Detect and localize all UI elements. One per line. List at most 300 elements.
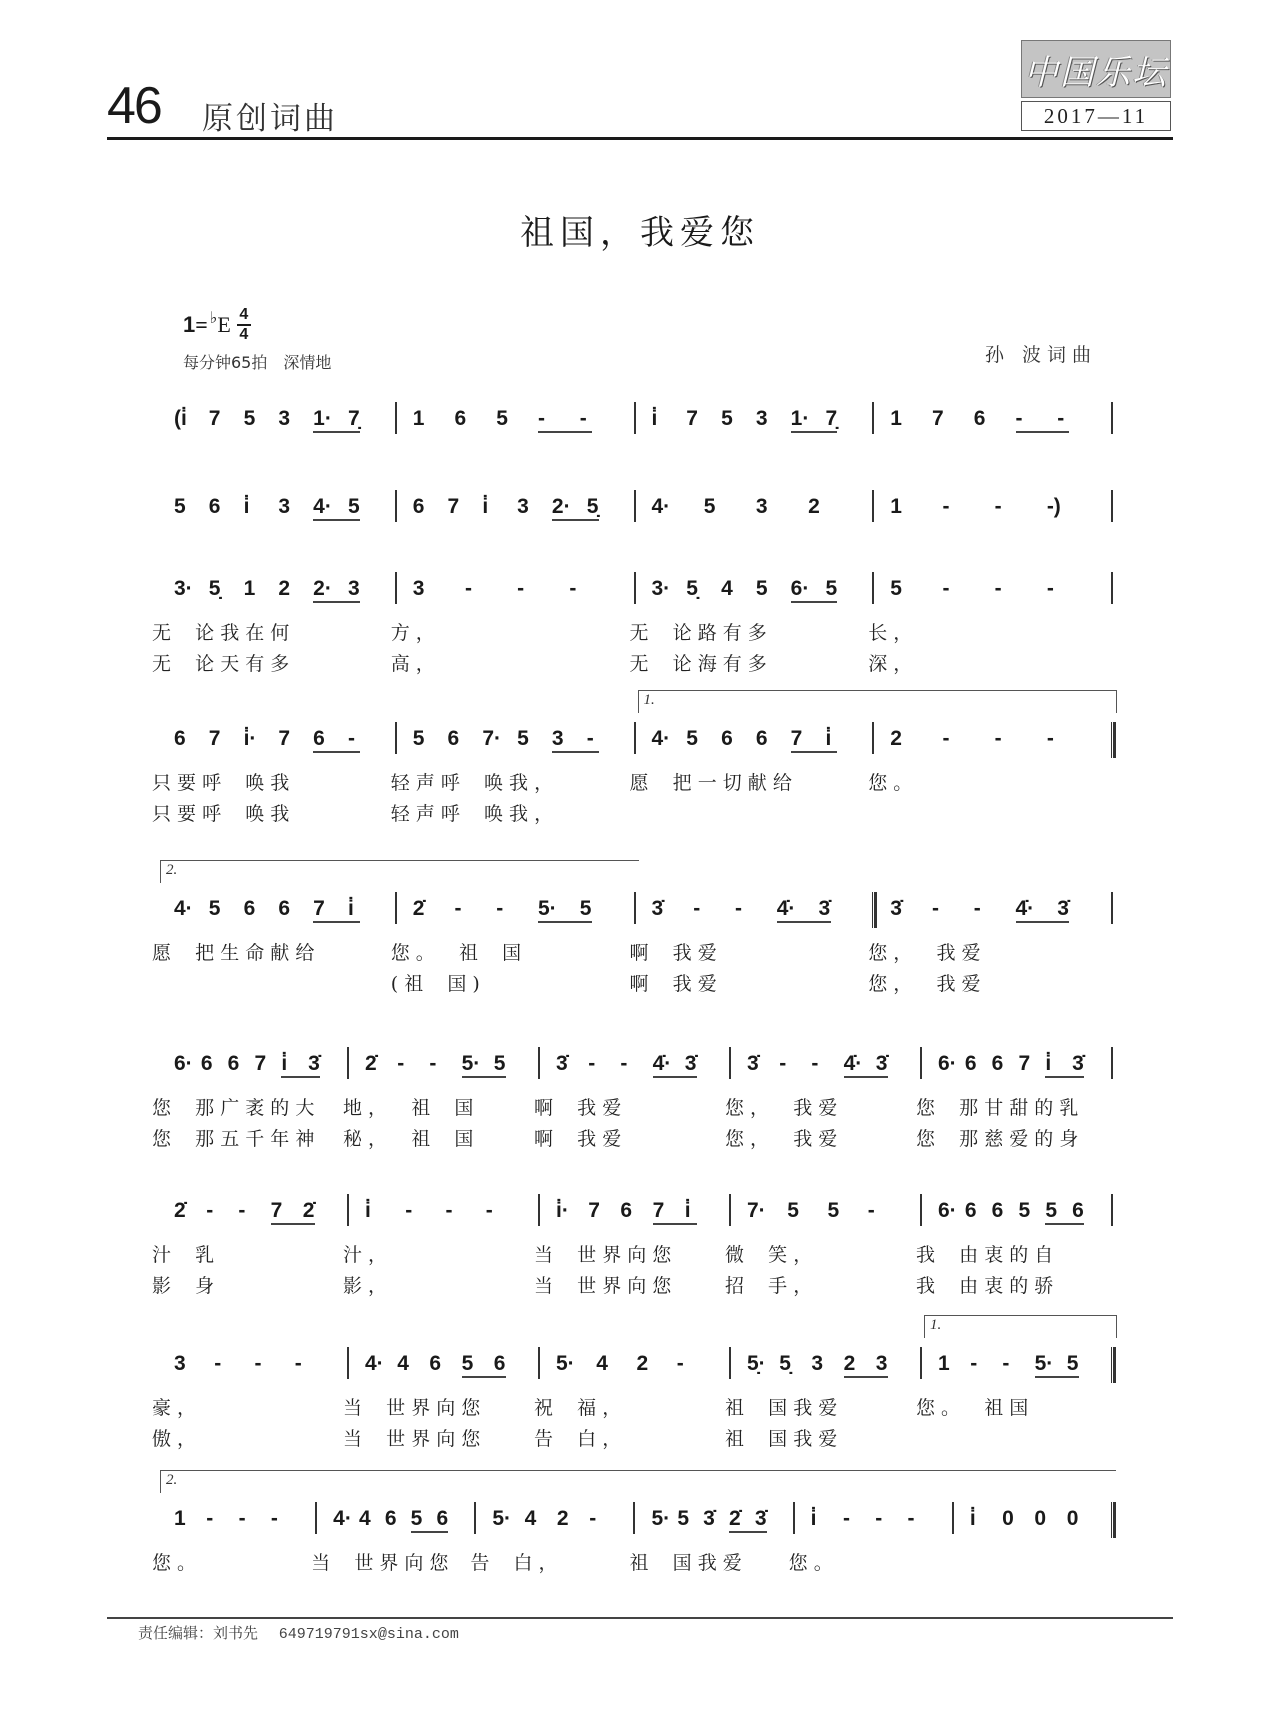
note: i̇ — [810, 1507, 817, 1530]
note: i̇ — [347, 897, 354, 920]
lyric-verse-1: 告 白 ， — [470, 1552, 558, 1574]
note: 5 — [461, 1352, 474, 1375]
note: 5 — [1066, 1352, 1079, 1375]
beam-line — [844, 1076, 888, 1078]
magazine-logo: 中国乐坛 — [1021, 40, 1171, 98]
lyric-verse-1: 祝 福 ， — [534, 1397, 622, 1419]
notes-line — [160, 1345, 1120, 1385]
dash-extension: - — [347, 727, 355, 750]
note: 3 — [174, 1352, 186, 1375]
lyric-verse-2: 深 ， — [868, 653, 913, 675]
note: 5 — [1018, 1199, 1031, 1222]
note: 1 — [890, 495, 902, 518]
note: 2· — [551, 495, 571, 518]
beam-line — [313, 431, 360, 433]
note: 6 — [973, 407, 986, 430]
note: 6 — [964, 1052, 977, 1075]
note: 5 — [827, 1199, 840, 1222]
notes-line — [160, 400, 1120, 440]
lyric-verse-1: 祖 国 我 爱 — [725, 1397, 838, 1419]
editor-credit: 责任编辑：刘书先 — [138, 1624, 259, 1642]
note: 3 — [412, 577, 425, 600]
note: 3 — [755, 407, 768, 430]
note: 5 — [677, 1507, 690, 1530]
note: 0 — [1066, 1507, 1079, 1530]
note: 1· — [313, 407, 332, 430]
editor-email: 649719791sx@sina.com — [278, 1626, 459, 1643]
barline — [872, 490, 874, 522]
lyric-verse-2: 影 ， — [343, 1275, 388, 1297]
lyric-verse-2: 无 论 海 有 多 — [629, 653, 767, 675]
note: 5 — [243, 407, 256, 430]
note: 5 — [579, 897, 592, 920]
measure — [876, 890, 1115, 930]
double-barline — [1111, 1502, 1116, 1538]
lyric-verse-1: 当 世 界 向 您 — [311, 1552, 449, 1574]
lyric-verse-1: 地 ， 祖 国 — [343, 1097, 474, 1119]
barline — [347, 1347, 349, 1379]
barline — [633, 1502, 635, 1534]
measure — [876, 488, 1115, 528]
lyric-verse-1: 愿 把 生 命 献 给 — [152, 942, 315, 964]
barline — [1111, 402, 1113, 434]
dash-extension: - — [942, 727, 950, 750]
measure — [876, 400, 1115, 440]
note: 2 — [556, 1507, 569, 1530]
dash-extension: - — [588, 1052, 596, 1075]
barline — [634, 490, 636, 522]
note: i̇· — [243, 727, 257, 750]
note: 6 — [721, 727, 733, 750]
dash-extension: - — [397, 1052, 405, 1075]
dash-extension: - — [942, 495, 950, 518]
note: 4 — [524, 1507, 537, 1530]
note: 3 — [811, 1352, 824, 1375]
note: 6 — [278, 897, 291, 920]
lyric-verse-1: 您 。 — [788, 1552, 833, 1574]
lyric-verse-2: 高 ， — [390, 653, 435, 675]
note: 3· — [174, 577, 193, 600]
note: 6 — [436, 1507, 449, 1530]
lyric-verse-1: 您 。 祖 国 — [390, 942, 522, 964]
measure — [160, 1345, 351, 1385]
header-divider — [107, 137, 1173, 140]
measure — [160, 1045, 351, 1085]
note: i̇ — [482, 495, 489, 518]
note: 2̇ — [365, 1052, 377, 1075]
measure — [399, 890, 638, 930]
notes-line — [160, 1500, 1120, 1540]
measure — [638, 488, 877, 528]
barline — [729, 1194, 731, 1226]
note: 6 — [313, 727, 325, 750]
dash-extension: - — [496, 897, 504, 920]
measure — [638, 570, 877, 610]
lyric-verse-2: 您 ， 我 爱 — [725, 1128, 838, 1150]
dash-extension: - — [620, 1052, 628, 1075]
note: 5· — [556, 1352, 575, 1375]
measure — [160, 1192, 351, 1232]
beam-line — [313, 921, 360, 923]
barline — [634, 892, 636, 924]
notes-line — [160, 570, 1120, 610]
dash-extension: - — [942, 577, 950, 600]
score-row — [152, 1472, 1120, 1574]
note: 5 — [174, 495, 186, 518]
note: 4 — [397, 1352, 409, 1375]
note: 7 — [652, 1199, 665, 1222]
dash-extension: - — [1002, 1352, 1010, 1375]
note: 3 — [278, 495, 291, 518]
barline — [1111, 572, 1113, 604]
note: 7 — [208, 727, 221, 750]
note: 2 — [808, 495, 820, 518]
dash-extension: - — [405, 1199, 413, 1222]
time-numerator: 4 — [239, 306, 249, 323]
dash-extension: - — [206, 1507, 214, 1530]
dash-extension: - — [1046, 577, 1054, 600]
measure — [876, 720, 1115, 760]
lyric-verse-1: 只 要 呼 唤 我 — [152, 772, 290, 794]
measure — [160, 1500, 319, 1540]
lyric-verse-2: 您 那 慈 爱 的 身 — [916, 1128, 1079, 1150]
note: 3̇ — [651, 897, 664, 920]
tempo-marking: 每分钟65拍 深情地 — [183, 353, 332, 372]
lyric-verse-1: 轻 声 呼 唤 我 ， — [390, 772, 554, 794]
barline — [347, 1194, 349, 1226]
volta-bracket — [638, 690, 1118, 713]
measure — [638, 400, 877, 440]
beam-line — [313, 601, 360, 603]
score-row — [152, 570, 1120, 675]
measure — [319, 1500, 478, 1540]
lyric-verse-1: 当 世 界 向 您 — [343, 1397, 481, 1419]
note: 3̇ — [556, 1052, 568, 1075]
barline — [634, 402, 636, 434]
dash-extension: - — [238, 1507, 246, 1530]
dash-extension: - — [875, 1507, 883, 1530]
note: 6· — [938, 1052, 957, 1075]
beam-line — [653, 1076, 697, 1078]
barline — [315, 1502, 317, 1534]
score-row — [152, 1192, 1120, 1297]
beam-line — [791, 431, 838, 433]
barline — [1111, 1047, 1113, 1079]
dash-extension: - — [676, 1352, 684, 1375]
measure — [797, 1500, 956, 1540]
note: 3̇ — [308, 1052, 320, 1075]
note: 3 — [755, 495, 768, 518]
note: 5· — [1034, 1352, 1054, 1375]
lyric-verse-1: 无 论 我 在 何 — [152, 622, 290, 644]
lyric-verse-2: 啊 我 爱 — [534, 1128, 622, 1150]
page-number: 46 — [107, 77, 161, 135]
lyric-verse-1: 祖 国 我 爱 — [629, 1552, 742, 1574]
beam-line — [729, 1531, 767, 1533]
lyric-verse-2: 秘 ， 祖 国 — [343, 1128, 474, 1150]
note: 5· — [492, 1507, 512, 1530]
lyric-verse-1: 您 那 广 袤 的 大 — [152, 1097, 315, 1119]
lyric-verse-1: 微 笑 ， — [725, 1244, 813, 1266]
double-barline — [1111, 1347, 1116, 1383]
time-signature — [237, 307, 251, 343]
barline — [395, 892, 397, 924]
barline — [395, 402, 397, 434]
composer-credit: 孙 波词曲 — [985, 344, 1098, 366]
lyric-verse-1: 您 。 祖 国 — [916, 1397, 1029, 1419]
lyric-verse-2: 轻 声 呼 唤 我 ， — [390, 803, 554, 825]
beam-line — [777, 921, 831, 923]
barline — [729, 1347, 731, 1379]
dash-extension: - — [214, 1352, 222, 1375]
barline — [872, 722, 874, 754]
dash-extension: - — [842, 1507, 850, 1530]
note: 1 — [890, 407, 902, 430]
note: i̇ — [365, 1199, 371, 1222]
note: 3̇ — [1057, 897, 1069, 920]
notes-line — [160, 1192, 1120, 1232]
note: 4̇· — [776, 897, 796, 920]
notes-line — [160, 488, 1120, 528]
note: i̇· — [556, 1199, 569, 1222]
note: 6 — [620, 1199, 633, 1222]
score-row — [152, 1317, 1120, 1450]
measure — [399, 400, 638, 440]
lyric-verse-2: 只 要 呼 唤 我 — [152, 803, 290, 825]
barline — [729, 1047, 731, 1079]
dash-extension: - — [970, 1352, 978, 1375]
note: 5 — [208, 897, 221, 920]
measure — [160, 488, 399, 528]
note: 6 — [447, 727, 460, 750]
measure — [478, 1500, 637, 1540]
volta-label: 1. — [643, 692, 655, 708]
note: 3̇ — [818, 897, 831, 920]
measure — [399, 720, 638, 760]
dash-extension: - — [867, 1199, 875, 1222]
note: 7 — [208, 407, 221, 430]
score-row — [160, 488, 1120, 528]
lyric-verse-1: 我 由 衷 的 自 — [916, 1244, 1054, 1266]
note: i̇ — [1045, 1052, 1052, 1075]
dash-extension: - — [973, 897, 981, 920]
note: 6 — [429, 1352, 442, 1375]
barline — [347, 1047, 349, 1079]
lyric-verse-1: 无 论 路 有 多 — [629, 622, 767, 644]
note: 5̣ — [208, 577, 221, 600]
score-row — [152, 692, 1120, 825]
beam-line — [791, 751, 838, 753]
notes-line — [160, 1045, 1120, 1085]
note: 4· — [651, 727, 671, 750]
barline — [920, 1047, 922, 1079]
dash-extension: - — [735, 897, 742, 920]
lyric-verse-2: 您 那 五 千 年 神 — [152, 1128, 315, 1150]
beam-line — [1045, 1076, 1084, 1078]
barline — [920, 1194, 922, 1226]
lyric-verse-2: 告 白 ， — [534, 1428, 622, 1450]
note: -) — [1046, 495, 1061, 518]
note: 2̇ — [412, 897, 425, 920]
dash-extension: - — [994, 495, 1002, 518]
dash-extension: - — [254, 1352, 262, 1375]
note: 6 — [200, 1052, 213, 1075]
barline — [793, 1502, 795, 1534]
note: 6 — [755, 727, 768, 750]
note: 4· — [313, 495, 332, 518]
note: 6· — [790, 577, 810, 600]
song-title: 祖国，我爱您 — [520, 213, 760, 253]
lyric-verse-1: 长 ， — [868, 622, 913, 644]
note: 6· — [938, 1199, 957, 1222]
note: 2· — [313, 577, 332, 600]
score-row — [152, 1045, 1120, 1150]
note: 0 — [1002, 1507, 1014, 1530]
note: 2̇ — [729, 1507, 741, 1530]
measure — [876, 570, 1115, 610]
key-signature — [183, 307, 251, 343]
measure — [351, 1192, 542, 1232]
note: 5̣ — [779, 1352, 791, 1375]
barline — [872, 572, 874, 604]
note: 6 — [1072, 1199, 1084, 1222]
note: 6 — [964, 1199, 977, 1222]
note: 1· — [790, 407, 810, 430]
note: 2̇ — [174, 1199, 186, 1222]
lyric-verse-1: 方 ， — [390, 622, 435, 644]
dash-extension: - — [294, 1352, 302, 1375]
barline — [952, 1502, 954, 1534]
barline — [474, 1502, 476, 1534]
note: 6 — [227, 1052, 240, 1075]
measure — [924, 1345, 1115, 1385]
lyric-verse-1: 当 世 界 向 您 — [534, 1244, 672, 1266]
measure — [160, 570, 399, 610]
barline — [395, 490, 397, 522]
lyric-verse-1: 啊 我 爱 — [629, 942, 717, 964]
lyric-verse-1: 您 那 甘 甜 的 乳 — [916, 1097, 1079, 1119]
note: 3̇ — [890, 897, 902, 920]
note: 6 — [243, 897, 256, 920]
measure — [638, 890, 877, 930]
dash-extension: - — [907, 1507, 915, 1530]
note: 5 — [496, 407, 508, 430]
note: 7 — [313, 897, 325, 920]
measure — [733, 1345, 924, 1385]
time-denominator: 4 — [239, 326, 249, 343]
note: 4· — [174, 897, 193, 920]
beam-line — [462, 1376, 506, 1378]
dash-extension: - — [206, 1199, 214, 1222]
lyric-verse-2: ( 祖 国 ) — [390, 973, 480, 995]
beam-line — [1045, 1223, 1084, 1225]
volta-label: 2. — [166, 1472, 178, 1488]
note: 4· — [333, 1507, 352, 1530]
note: 2 — [890, 727, 902, 750]
measure — [160, 720, 399, 760]
lyric-verse-1: 您 。 — [868, 772, 913, 794]
note: 2 — [278, 577, 291, 600]
note: 7 — [278, 727, 291, 750]
lyric-verse-1: 豪 ， — [152, 1397, 197, 1419]
barline — [395, 572, 397, 604]
note: 4 — [358, 1507, 371, 1530]
barline — [538, 1194, 540, 1226]
lyric-verse-1: 您 。 — [152, 1552, 197, 1574]
note: 1 — [938, 1352, 950, 1375]
dash-extension: - — [994, 577, 1002, 600]
note: 1 — [412, 407, 425, 430]
lyric-verse-1: 您 ， 我 爱 — [868, 942, 981, 964]
dash-extension: - — [538, 407, 545, 430]
note: 5̣ — [586, 495, 599, 518]
note: 7· — [482, 727, 502, 750]
dash-extension: - — [238, 1199, 246, 1222]
note: 7 — [790, 727, 803, 750]
note: 5 — [703, 495, 716, 518]
barline — [395, 722, 397, 754]
note: 5 — [825, 577, 838, 600]
note: 3 — [347, 577, 360, 600]
note: (i̇ — [174, 407, 187, 430]
dash-extension: - — [445, 1199, 453, 1222]
beam-line — [462, 1076, 506, 1078]
dash-extension: - — [994, 727, 1002, 750]
note: i̇ — [684, 1199, 691, 1222]
measure — [638, 1500, 797, 1540]
note: 3̇ — [754, 1507, 767, 1530]
measure — [399, 570, 638, 610]
dash-extension: - — [517, 577, 525, 600]
note: 2 — [843, 1352, 856, 1375]
beam-line — [844, 1376, 888, 1378]
dash-extension: - — [569, 577, 577, 600]
double-barline — [1111, 722, 1116, 758]
measure — [542, 1192, 733, 1232]
note: 7 — [447, 495, 460, 518]
note: 6 — [208, 495, 221, 518]
note: 2 — [636, 1352, 649, 1375]
dash-extension: - — [1057, 407, 1065, 430]
note: 3 — [551, 727, 564, 750]
note: 1 — [243, 577, 256, 600]
note: 6 — [991, 1052, 1004, 1075]
measure — [160, 890, 399, 930]
note: 7 — [932, 407, 944, 430]
key-letter: E — [217, 312, 231, 337]
beam-line — [538, 921, 592, 923]
lyric-verse-2: 当 世 界 向 您 — [534, 1275, 672, 1297]
beam-line — [552, 751, 599, 753]
beam-line — [538, 431, 592, 433]
measure — [956, 1500, 1115, 1540]
barline — [538, 1347, 540, 1379]
note: 4̇· — [1015, 897, 1035, 920]
barline — [1111, 892, 1113, 924]
note: 7 — [254, 1052, 267, 1075]
measure — [351, 1345, 542, 1385]
note: i̇ — [651, 407, 658, 430]
beam-line — [411, 1531, 449, 1533]
note: 0 — [1034, 1507, 1047, 1530]
lyric-verse-1: 愿 把 一 切 献 给 — [629, 772, 792, 794]
key-equals: = — [195, 312, 208, 337]
dash-extension: - — [579, 407, 587, 430]
note: 3̇ — [1072, 1052, 1084, 1075]
measure — [638, 720, 877, 760]
beam-line — [653, 1223, 697, 1225]
note: 5 — [493, 1052, 506, 1075]
